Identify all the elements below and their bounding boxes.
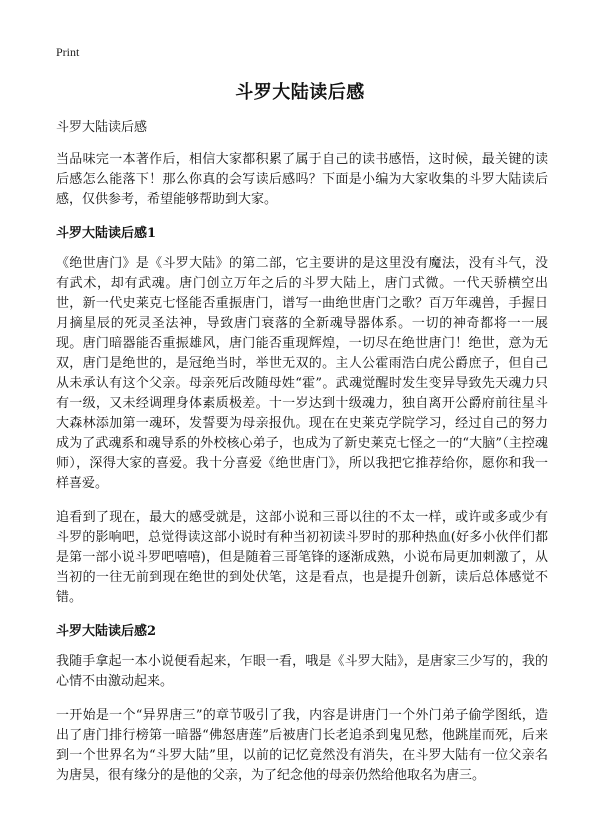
article-body (56, 118, 548, 800)
print-link[interactable]: Print (56, 45, 80, 59)
section-1-paragraph-2: 追看到了现在，最大的感受就是，这部小说和三哥以往的不太一样，或许或多或少有斗罗的影响吧，总觉得读这部小说时有种当初初读斗罗时的那种热血(好多小伙伴们都是第一部小说斗罗吧嘻嘻)，但是随着三哥笔锋的逐渐成熟，小说布局更加刺激了，从当初的一往无前到现在绝世的到处伏笔，这是看点，也是提升创新，读后总体感觉不错。 (56, 510, 548, 605)
section-heading-1: 斗罗大陆读后感1 (56, 226, 157, 241)
section-2-paragraph-1: 我随手拿起一本小说便看起来，乍眼一看，哦是《斗罗大陆》，是唐家三少写的，我的心情不由激动起来。 (56, 654, 548, 689)
page-title: 斗罗大陆读后感 (235, 82, 365, 103)
intro-paragraph: 当品味完一本著作后，相信大家都积累了属于自己的读书感悟，这时候，最关键的读后感怎么能落下！那么你真的会写读后感吗？下面是小编为大家收集的斗罗大陆读后感，仅供参考，希望能够帮助到大家。 (56, 152, 548, 207)
section-2-paragraph-2: 一开始是一个“异界唐三”的章节吸引了我，内容是讲唐门一个外门弟子偷学图纸，造出了唐门排行榜第一暗器“佛怒唐莲”后被唐门长老追杀到鬼见愁，他跳崖而死，后来到一个世界名为“斗罗大陆”里，以前的记忆竟然没有消失，在斗罗大陆有一位父亲名为唐昊，很有缘分的是他的父亲，为了纪念他的母亲仍然给他取名为唐三。 (56, 708, 548, 783)
article-subtitle: 斗罗大陆读后感 (56, 120, 148, 135)
section-heading-2: 斗罗大陆读后感2 (56, 624, 157, 639)
section-1-paragraph-1: 《绝世唐门》是《斗罗大陆》的第二部，它主要讲的是这里没有魔法，没有斗气，没有武术，却有武魂。唐门创立万年之后的斗罗大陆上，唐门式微。一代天骄横空出世，新一代史莱克七怪能否重振唐门，谱写一曲绝世唐门之歌？百万年魂兽，手握日月摘星辰的死灵圣法神，导致唐门衰落的全新魂导器体系。一切的神奇都将一一展现。唐门暗器能否重振雄风，唐门能否重现辉煌，一切尽在绝世唐门！绝世，意为无双，唐门是绝世的，是冠绝当时，举世无双的。主人公霍雨浩白虎公爵庶子，但自己从未承认有这个父亲。母亲死后改随母姓“霍”。武魂觉醒时发生变异导致先天魂力只有一级，又未经调理身体素质极差。十一岁达到十级魂力，独自离开公爵府前往星斗大森林添加第一魂环，发誓要为母亲报仇。现在在史莱克学院学习，经过自己的努力成为了武魂系和魂导系的外校核心弟子，也成为了新史莱克七怪之一的“大脑”（主控魂师），深得大家的喜爱。我十分喜爱《绝世唐门》，所以我把它推荐给你，愿你和我一样喜爱。 (56, 256, 548, 491)
